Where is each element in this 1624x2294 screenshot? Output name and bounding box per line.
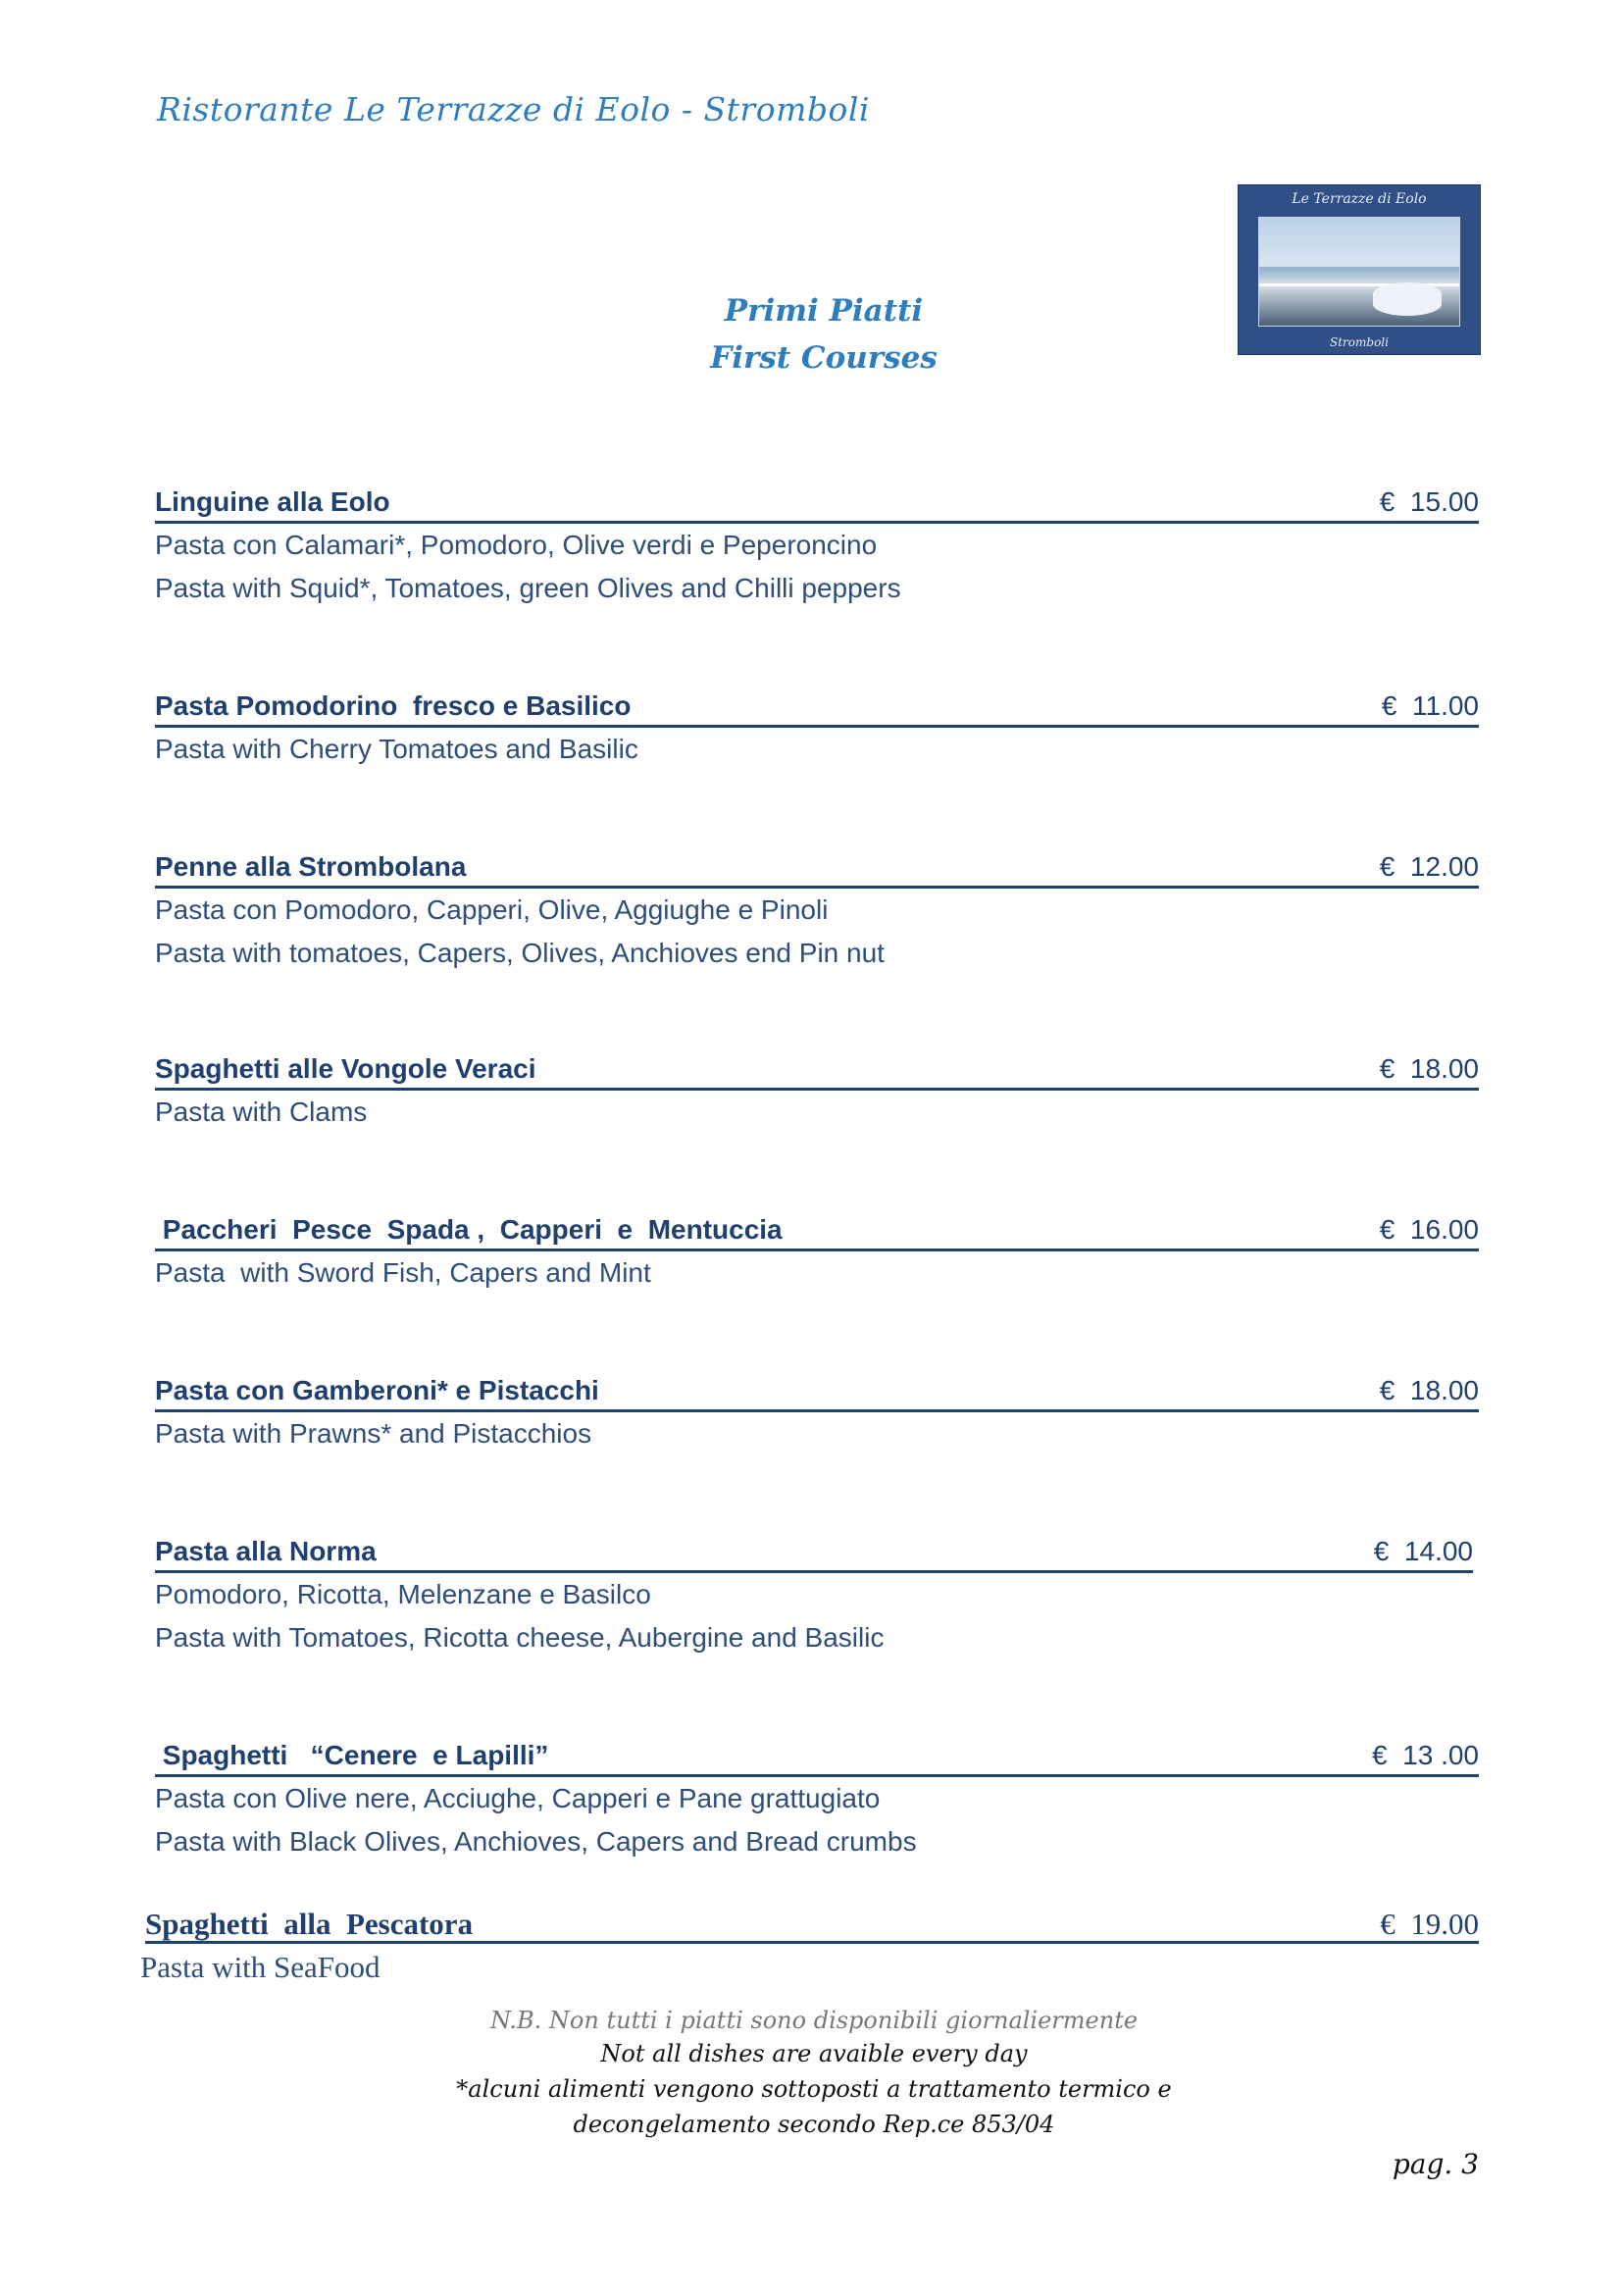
dish-name: Pasta Pomodorino fresco e Basilico bbox=[155, 690, 632, 721]
dish-description: Pasta with Tomatoes, Ricotta cheese, Aubergine and Basilic bbox=[155, 1622, 885, 1653]
dish-heading bbox=[155, 486, 1479, 522]
dish-description: Pasta with tomatoes, Capers, Olives, Anchioves end Pin nut bbox=[155, 938, 885, 968]
restaurant-photo bbox=[1238, 184, 1481, 355]
dish-description: Pasta with SeaFood bbox=[140, 1950, 381, 1984]
dish-name: Pasta con Gamberoni* e Pistacchi bbox=[155, 1375, 599, 1405]
dish-heading bbox=[155, 1375, 1479, 1410]
section-title-italian: Primi Piatti bbox=[724, 293, 924, 329]
dish-name: Penne alla Strombolana bbox=[155, 851, 467, 882]
restaurant-title: Ristorante Le Terrazze di Eolo - Stromboli bbox=[157, 90, 870, 128]
page-number: pag. 3 bbox=[1392, 2148, 1479, 2180]
availability-note-italian: N.B. Non tutti i piatti sono disponibili giornaliermente bbox=[489, 2007, 1139, 2034]
dish-description: Pasta with Prawns* and Pistacchios bbox=[155, 1418, 592, 1449]
dish-price: € 19.00 bbox=[1380, 1907, 1479, 1941]
dish-heading bbox=[155, 1740, 1479, 1775]
dish-description: Pasta con Olive nere, Acciughe, Capperi e Pane grattugiato bbox=[155, 1783, 881, 1813]
dish-underline bbox=[155, 1570, 1473, 1573]
terrace-scene-image bbox=[1258, 217, 1460, 327]
dining-table bbox=[1373, 282, 1442, 316]
photo-caption-bottom: Stromboli bbox=[1330, 335, 1389, 349]
dish-price: € 13 .00 bbox=[1372, 1740, 1479, 1770]
dish-name: Spaghetti alla Pescatora bbox=[145, 1907, 474, 1941]
dish-description: Pasta with Clams bbox=[155, 1096, 368, 1127]
dish-heading bbox=[145, 1907, 1479, 1942]
dish-underline bbox=[155, 1088, 1479, 1091]
dish-heading bbox=[155, 1214, 1479, 1249]
dish-name: Spaghetti alle Vongole Veraci bbox=[155, 1053, 536, 1084]
dish-heading bbox=[155, 851, 1479, 887]
freezing-note-regulation: decongelamento secondo Rep.ce 853/04 bbox=[573, 2111, 1055, 2138]
dish-heading bbox=[155, 1053, 1479, 1089]
dish-description: Pasta with Black Olives, Anchioves, Capers and Bread crumbs bbox=[155, 1826, 917, 1857]
dish-underline bbox=[145, 1941, 1479, 1944]
dish-underline bbox=[155, 1409, 1479, 1412]
dish-price: € 14.00 bbox=[1373, 1536, 1473, 1566]
photo-caption-top: Le Terrazze di Eolo bbox=[1292, 191, 1427, 207]
dish-underline bbox=[155, 521, 1479, 524]
dish-price: € 18.00 bbox=[1379, 1375, 1479, 1405]
freezing-note: *alcuni alimenti vengono sottoposti a trattamento termico e bbox=[456, 2075, 1172, 2103]
dish-price: € 16.00 bbox=[1379, 1214, 1479, 1245]
dish-underline bbox=[155, 1249, 1479, 1251]
dish-heading bbox=[155, 1536, 1473, 1571]
dish-heading bbox=[155, 690, 1479, 726]
dish-name: Spaghetti “Cenere e Lapilli” bbox=[155, 1740, 549, 1770]
dish-name: Linguine alla Eolo bbox=[155, 486, 390, 517]
dish-description: Pasta con Calamari*, Pomodoro, Olive verdi e Peperoncino bbox=[155, 530, 878, 560]
dish-price: € 11.00 bbox=[1381, 690, 1479, 721]
dish-underline bbox=[155, 1774, 1479, 1777]
dish-price: € 15.00 bbox=[1379, 486, 1479, 517]
dish-description: Pasta with Cherry Tomatoes and Basilic bbox=[155, 734, 638, 764]
dish-description: Pasta con Pomodoro, Capperi, Olive, Aggiughe e Pinoli bbox=[155, 894, 829, 925]
dish-price: € 12.00 bbox=[1379, 851, 1479, 882]
dish-underline bbox=[155, 725, 1479, 728]
dish-underline bbox=[155, 886, 1479, 889]
dish-description: Pomodoro, Ricotta, Melenzane e Basilco bbox=[155, 1579, 651, 1609]
dish-description: Pasta with Squid*, Tomatoes, green Olives and Chilli peppers bbox=[155, 573, 901, 603]
dish-name: Paccheri Pesce Spada , Capperi e Mentuccia bbox=[155, 1214, 783, 1245]
dish-price: € 18.00 bbox=[1379, 1053, 1479, 1084]
section-title-english: First Courses bbox=[710, 340, 938, 376]
availability-note-english: Not all dishes are avaible every day bbox=[600, 2040, 1028, 2067]
dish-name: Pasta alla Norma bbox=[155, 1536, 377, 1566]
dish-description: Pasta with Sword Fish, Capers and Mint bbox=[155, 1257, 651, 1288]
